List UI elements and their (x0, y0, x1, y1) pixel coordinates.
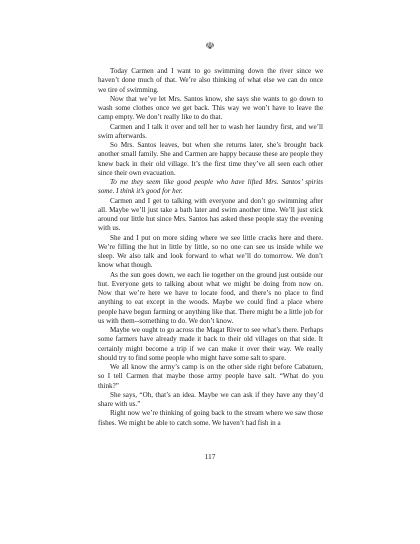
paragraph-italic: To me they seem like good people who have lifted Mrs. Santos’ spirits some. I think it’s good for her. (98, 178, 323, 196)
paragraph: Today Carmen and I want to go swimming down the river since we haven’t done much of that. We’re also thinking of what else we can do once we tire of swimming. (98, 67, 323, 94)
paragraph: She says, “Oh, that’s an idea. Maybe we can ask if they have any they’d share with us.” (98, 390, 323, 408)
paragraph: Carmen and I get to talking with everyone and don’t go swimming after all. Maybe we’ll just take a bath later and swim another time. We’ll just stick around our little hut since Mrs. Santos has asked these people stay the evening with us. (98, 196, 323, 233)
paragraph: We all know the army’s camp is on the other side right before Cabatuen, so I tell Carmen that maybe those army people have salt. “What do you think?” (98, 363, 323, 390)
paragraph: Right now we’re thinking of going back to the stream where we saw those fishes. We might be able to catch some. We haven’t had fish in a (98, 409, 323, 427)
paragraph: Now that we’ve let Mrs. Santos know, she says she wants to go down to wash some clothes once we get back. This way we won’t have to leave the camp empty. We don’t really like to do that. (98, 94, 323, 122)
chapter-ornament: ☫ (205, 41, 215, 52)
paragraph: Maybe we ought to go across the Magat River to see what’s there. Perhaps some farmers have already made it back to their old villages on that side. It certainly might become a trip if we can make it over their way. We really should try to find some people who might have some salt to spare. (98, 326, 323, 362)
page-number: 117 (204, 452, 216, 461)
paragraph: As the sun goes down, we each lie together on the ground just outside our hut. Everyone gets to talking about what we might be doing from now on. Now that we’re here we have to locate food, and there’s no place to find anything to eat except in the woods. Maybe we could find a place where people have begun farming or anything like that. There might be a little job for us with them--something to do. We don’t know. (98, 270, 323, 325)
body-text (98, 67, 323, 428)
paragraph: So Mrs. Santos leaves, but when she returns later, she’s brought back another small family. She and Carmen are happy because these are people they knew back in their old village. It’s the first time they’ve all seen each other since their own evacuation. (98, 141, 323, 177)
paragraph: She and I put on more siding where we see little cracks here and there. We’re filling the hut in little by little, so no one can see us inside while we sleep. We also talk and look forward to what we’ll do tomorrow. We don’t know what though. (98, 233, 323, 270)
paragraph: Carmen and I talk it over and tell her to wash her laundry first, and we’ll swim afterwards. (98, 122, 323, 140)
